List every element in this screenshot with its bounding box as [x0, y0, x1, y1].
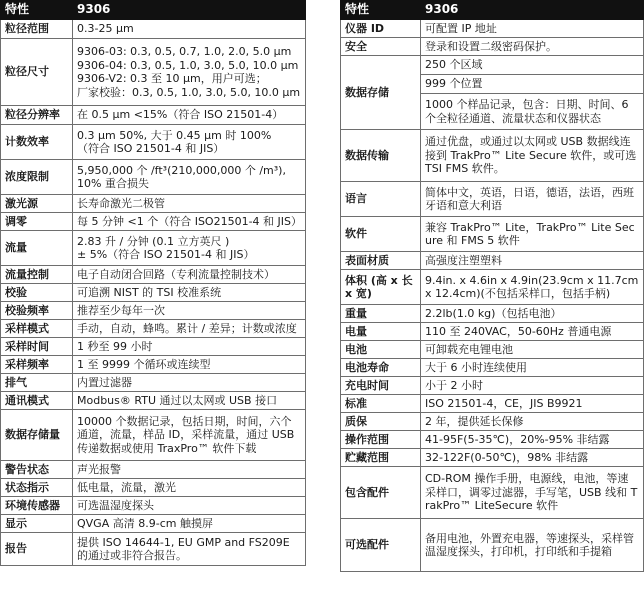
spec-value	[73, 374, 306, 392]
spec-label: 充电时间	[341, 377, 421, 395]
spec-value	[73, 160, 306, 195]
table-row	[1, 20, 306, 39]
table-row	[1, 160, 306, 195]
spec-value	[421, 270, 644, 305]
spec-label: 仪器 ID	[341, 20, 421, 38]
spec-label: 粒径分辨率	[1, 106, 73, 125]
table-row	[341, 305, 644, 323]
spec-value	[421, 38, 644, 56]
spec-label: 语言	[341, 182, 421, 217]
spec-value-line: 10% 重合损失	[77, 177, 149, 190]
spec-value-line: 登录和设置二级密码保护。	[425, 39, 557, 53]
spec-value-line: 厂家校验：0.3, 0.5, 1.0, 3.0, 5.0, 10.0 µm	[77, 85, 301, 99]
spec-table-right	[340, 0, 644, 572]
spec-value	[421, 217, 644, 252]
table-row	[1, 461, 306, 479]
table-row	[341, 467, 644, 519]
spec-value	[421, 395, 644, 413]
spec-value-line: 大于 6 小时连续使用	[425, 360, 527, 374]
spec-value-line: 可选温湿度探头	[77, 498, 154, 512]
spec-value-line: 通过优盘，或通过以太网或 USB 数据线连接到 TrakPro™ Lite Secure 软件，或可选 TSI FMS 软件。	[425, 135, 637, 176]
spec-value-line: 9.4in. x 4.6in x 4.9in(23.9cm x 11.7cm x 12.4cm)(不包括采样口，包括手柄)	[425, 273, 639, 300]
spec-value	[73, 410, 306, 461]
spec-value-line: 999 个位置	[425, 77, 483, 91]
spec-value-line: 每 5 分钟 <1 个（符合 ISO21501-4 和 JIS）	[77, 214, 303, 228]
header-model: 9306	[421, 1, 644, 20]
spec-value-line: 9306-V2: 0.3 至 10 µm，用户可选；	[77, 72, 267, 85]
spec-value	[421, 323, 644, 341]
spec-label: 校验频率	[1, 302, 73, 320]
spec-value	[73, 497, 306, 515]
spec-label: 采样频率	[1, 356, 73, 374]
spec-value	[421, 130, 644, 182]
spec-table-left	[0, 0, 306, 566]
spec-label: 数据存储量	[1, 410, 73, 461]
spec-value-line: 110 至 240VAC，50-60Hz 普通电源	[425, 324, 612, 338]
spec-label: 粒径尺寸	[1, 39, 73, 106]
spec-value-line: CD-ROM 操作手册，电源线，电池，等速采样口，调零过滤器，手写笔，USB 线和 TrakPro™ LiteSecure 软件	[425, 472, 638, 513]
table-row	[341, 130, 644, 182]
spec-value	[73, 533, 306, 566]
spec-label: 警告状态	[1, 461, 73, 479]
spec-label: 环境传感器	[1, 497, 73, 515]
spec-value-line: 可配置 IP 地址	[425, 21, 497, 35]
spec-label: 激光源	[1, 195, 73, 213]
spec-value-line: 小于 2 小时	[425, 378, 483, 392]
table-row	[341, 449, 644, 467]
spec-value	[73, 266, 306, 284]
spec-label: 体积 (高 x 长 x 宽)	[341, 270, 421, 305]
table-row	[1, 338, 306, 356]
spec-value	[73, 195, 306, 213]
spec-value	[421, 182, 644, 217]
spec-value-line: 9306-04: 0.3, 0.5, 1.0, 3.0, 5.0, 10.0 µm	[77, 58, 299, 72]
spec-label: 数据存储	[341, 56, 421, 130]
spec-value-line: 手动，自动，蜂鸣。累计 / 差异；计数或浓度	[77, 321, 297, 335]
spec-value	[421, 377, 644, 395]
table-row	[1, 266, 306, 284]
spec-value-line: Modbus® RTU 通过以太网或 USB 接口	[77, 393, 278, 407]
spec-value-line: 0.3-25 µm	[77, 22, 134, 36]
table-row	[341, 182, 644, 217]
spec-label: 通讯模式	[1, 392, 73, 410]
spec-value-line: 0.3 µm 50%, 大于 0.45 µm 时 100%	[77, 128, 272, 142]
table-row	[1, 320, 306, 338]
spec-label: 采样时间	[1, 338, 73, 356]
spec-value-line: （符合 ISO 21501-4 和 JIS）	[77, 142, 225, 155]
spec-value-line: 1 秒至 99 小时	[77, 339, 153, 353]
spec-value	[421, 519, 644, 572]
spec-value-line: 低电量，流量，激光	[77, 480, 176, 494]
table-row	[341, 413, 644, 431]
spec-label: 数据传输	[341, 130, 421, 182]
spec-label: 电池寿命	[341, 359, 421, 377]
spec-value-line: 41-95F(5-35℃)，20%-95% 非结露	[425, 432, 610, 446]
spec-value-line: 1 至 9999 个循环或连续型	[77, 357, 211, 371]
spec-label: 质保	[341, 413, 421, 431]
spec-label: 调零	[1, 213, 73, 231]
header-label: 特性	[341, 1, 421, 20]
table-row	[1, 356, 306, 374]
table-header	[1, 1, 306, 20]
spec-value-line: 声光报警	[77, 462, 121, 476]
spec-value	[73, 461, 306, 479]
spec-label: 安全	[341, 38, 421, 56]
table-row	[341, 431, 644, 449]
spec-value-line: ± 5%（符合 ISO 21501-4 和 JIS）	[77, 248, 255, 261]
spec-value	[73, 515, 306, 533]
table-row	[1, 125, 306, 160]
table-row	[1, 515, 306, 533]
spec-value	[421, 56, 644, 75]
spec-value	[73, 338, 306, 356]
spec-value-line: 备用电池，外置充电器，等速探头，采样管温湿度探头，打印机，打印纸和手提箱	[425, 531, 634, 558]
spec-value-line: 的通过或非符合报告。	[77, 549, 187, 562]
table-row	[341, 38, 644, 56]
table-row	[1, 195, 306, 213]
spec-value	[421, 431, 644, 449]
table-row	[1, 302, 306, 320]
spec-label: 流量	[1, 231, 73, 266]
header-label: 特性	[1, 1, 73, 20]
spec-value	[73, 20, 306, 39]
spec-value	[73, 106, 306, 125]
spec-value-line: 10000 个数据记录，包括日期，时间，六个通道，流量，样品 ID，采样流量，通过 USB 传递数据或使用 TraxPro™ 软件下载	[77, 414, 295, 455]
spec-value-line: 2.83 升 / 分钟 (0.1 立方英尺 )	[77, 234, 230, 248]
spec-value	[73, 213, 306, 231]
spec-value	[73, 39, 306, 106]
spec-value-line: 可追溯 NIST 的 TSI 校准系统	[77, 285, 222, 299]
table-row	[341, 519, 644, 572]
spec-value	[421, 359, 644, 377]
spec-label: 包含配件	[341, 467, 421, 519]
table-row	[341, 341, 644, 359]
spec-value-line: QVGA 高清 8.9-cm 触摸屏	[77, 516, 213, 530]
table-row	[341, 359, 644, 377]
table-row	[341, 323, 644, 341]
table-row	[1, 497, 306, 515]
spec-label: 表面材质	[341, 252, 421, 270]
table-row	[1, 374, 306, 392]
spec-value	[73, 356, 306, 374]
spec-value-line: 内置过滤器	[77, 375, 132, 389]
table-row	[341, 20, 644, 38]
spec-label: 排气	[1, 374, 73, 392]
spec-label: 粒径范围	[1, 20, 73, 39]
spec-value	[421, 94, 644, 130]
spec-value-line: 推荐至少每年一次	[77, 303, 165, 317]
table-row	[341, 56, 644, 75]
spec-value-line: 提供 ISO 14644-1, EU GMP and FS209E	[77, 535, 290, 549]
spec-value	[73, 479, 306, 497]
table-row	[1, 479, 306, 497]
table-row	[1, 39, 306, 106]
table-row	[1, 106, 306, 125]
spec-value	[73, 231, 306, 266]
spec-value	[421, 449, 644, 467]
spec-value	[421, 20, 644, 38]
spec-value	[421, 341, 644, 359]
spec-label: 报告	[1, 533, 73, 566]
table-row	[1, 284, 306, 302]
table-row	[1, 231, 306, 266]
spec-value	[421, 305, 644, 323]
header-model: 9306	[73, 1, 306, 20]
table-header	[341, 1, 644, 20]
spec-label: 标准	[341, 395, 421, 413]
spec-label: 采样模式	[1, 320, 73, 338]
spec-value-line: 在 0.5 µm <15%（符合 ISO 21501-4）	[77, 108, 284, 122]
spec-value-line: 兼容 TrakPro™ Lite，TrakPro™ Lite Secure 和 FMS 5 软件	[425, 220, 635, 247]
table-row	[1, 392, 306, 410]
spec-value-line: 2 年，提供延长保修	[425, 414, 524, 428]
table-row	[341, 270, 644, 305]
spec-value-line: 长寿命激光二极管	[77, 196, 165, 210]
spec-label: 电池	[341, 341, 421, 359]
spec-value	[73, 392, 306, 410]
spec-value	[421, 467, 644, 519]
spec-label: 流量控制	[1, 266, 73, 284]
spec-value-line: 250 个区域	[425, 58, 483, 72]
spec-label: 重量	[341, 305, 421, 323]
spec-value	[73, 284, 306, 302]
spec-label: 浓度限制	[1, 160, 73, 195]
spec-value-line: 5,950,000 个 /ft³(210,000,000 个 /m³),	[77, 163, 286, 177]
table-row	[341, 395, 644, 413]
spec-label: 操作范围	[341, 431, 421, 449]
spec-value	[421, 75, 644, 94]
spec-value	[73, 302, 306, 320]
spec-value-line: ISO 21501-4，CE，JIS B9921	[425, 396, 583, 410]
spec-value-line: 可卸载充电锂电池	[425, 342, 513, 356]
table-row	[341, 377, 644, 395]
table-row	[341, 252, 644, 270]
spec-value-line: 高强度注塑塑料	[425, 253, 502, 267]
spec-label: 计数效率	[1, 125, 73, 160]
table-row	[1, 213, 306, 231]
spec-value	[421, 252, 644, 270]
spec-label: 校验	[1, 284, 73, 302]
spec-value	[73, 320, 306, 338]
spec-label: 可选配件	[341, 519, 421, 572]
spec-value	[73, 125, 306, 160]
spec-label: 显示	[1, 515, 73, 533]
spec-value-line: 简体中文，英语，日语，德语，法语，西班牙语和意大利语	[425, 185, 634, 212]
table-row	[341, 217, 644, 252]
spec-value-line: 1000 个样品记录，包含：日期、时间、6 个全粒径通道、流量状态和仪器状态	[425, 98, 629, 125]
spec-value-line: 9306-03: 0.3, 0.5, 0.7, 1.0, 2.0, 5.0 µm	[77, 45, 292, 58]
spec-label: 状态指示	[1, 479, 73, 497]
spec-label: 电量	[341, 323, 421, 341]
spec-value	[421, 413, 644, 431]
table-row	[1, 533, 306, 566]
spec-value-line: 2.2lb(1.0 kg)（包括电池）	[425, 306, 562, 320]
spec-label: 软件	[341, 217, 421, 252]
spec-value-line: 32-122F(0-50℃)，98% 非结露	[425, 450, 589, 464]
spec-value-line: 电子自动闭合回路（专利流量控制技术）	[77, 267, 275, 281]
table-row	[1, 410, 306, 461]
spec-label: 贮藏范围	[341, 449, 421, 467]
